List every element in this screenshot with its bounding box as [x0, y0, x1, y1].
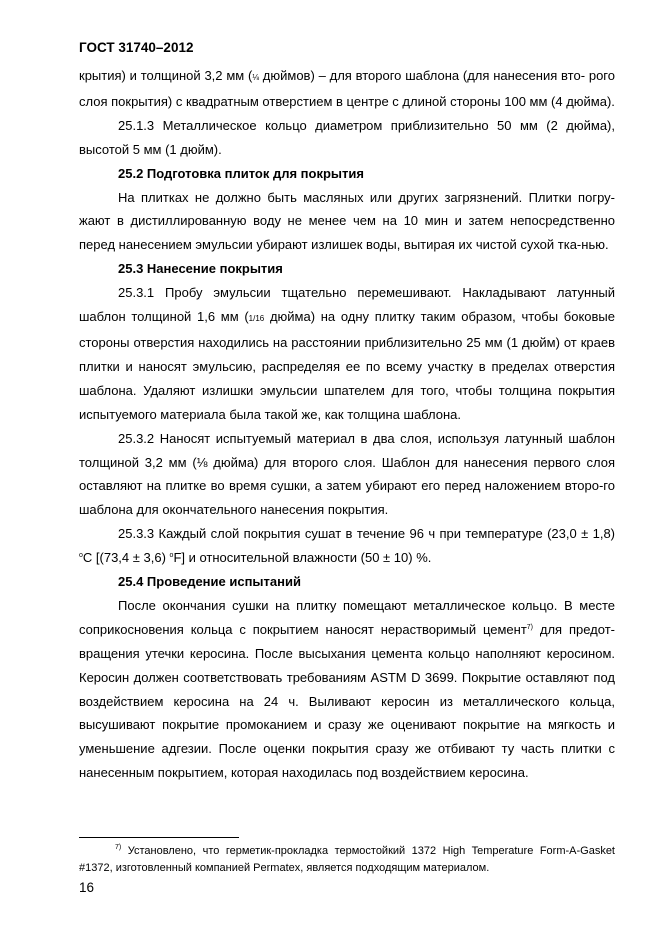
degree-mark: o: [169, 552, 174, 560]
text-run: дюйма) на одну плитку таким образом, чтобы боковые стороны отверстия находились на расстоянии приблизительно 25 мм (1 дюйм) от краев плитки и наносят эмульсию, распределяя ее по всему участку в пределах отверстия шаблона. Удаляют излишки эмульсии шпателем для того, чтобы толщина покрытия испытуемого материала была такой же, как толщина шаблона.: [79, 309, 615, 422]
paragraph-25-1-3: 25.1.3 Металлическое кольцо диаметром приблизительно 50 мм (2 дюйма), высотой 5 мм (1 дюйм).: [79, 117, 615, 157]
paragraph-25-3-3: [79, 522, 615, 570]
text-run: После окончания сушки на плитку помещают металлическое кольцо. В месте соприкосновения кольца с покрытием наносят нерастворимый цемент: [79, 597, 615, 637]
text-run: рого слоя покрытия) с квадратным отверстием в центре с длиной стороны 100 мм (4 дюйма).: [79, 68, 615, 109]
text-run: для предот-вращения утечки керосина. После высыхания цемента кольцо наполняют керосином. Керосин должен соответствовать требованиям ASTM D 3699. Покрытие оставляют под воздействием керосина на 24 ч. Выливают керосин из металлического кольца, высушивают покрытие промоканием и сразу же оценивают покрытие на мягкость и уменьшение адгезии. После оценки покрытия сразу же отбивают ту часть плитки с нанесенным покрытием, которая находилась под воздействием керосина.: [79, 621, 615, 781]
text-run: 25.3.3 Каждый слой покрытия сушат в течение 96 ч при температуре (23,0 ± 1,8): [118, 526, 615, 542]
footnote-marker: 7): [115, 844, 122, 851]
fraction-one-sixteenth: 1/16: [248, 314, 265, 324]
degree-mark: o: [79, 552, 83, 560]
footnote-text: [79, 843, 615, 877]
fraction-one-eighth: ⅛: [252, 73, 259, 82]
page-number: 16: [79, 880, 95, 895]
text-run: Установлено, что герметик-прокладка термостойкий 1372 High Temperature Form-A-Gasket #1372, изготовленный компанией Permatex, является подходящим материалом.: [79, 845, 615, 874]
text-run: F] и относительной влажности (50 ± 10) %.: [173, 550, 432, 566]
paragraph-25-3-2: 25.3.2 Наносят испытуемый материал в два слоя, используя латунный шаблон толщиной 3,2 мм (⅛ дюйма) для второго слоя. Шаблон для нанесения первого слоя оставляют на плитке во время сушки, а затем убирают его перед наложением второ-го шаблона для окончательного нанесения покрытия.: [79, 430, 615, 518]
footnote: [79, 843, 615, 877]
paragraph-25-3-1: [79, 281, 615, 426]
text-run: 25.3.1 Пробу эмульсии тщательно перемешивают. Накладывают латунный шаблон толщиной 1,6 мм (: [79, 285, 615, 325]
text-run: крытия) и толщиной 3,2 мм (: [79, 68, 253, 83]
paragraph-continuation: [79, 64, 615, 114]
paragraph-25-2-body: На плитках не должно быть масляных или других загрязнений. Плитки погру-жают в дистиллированную воду не менее чем на 10 мин и затем непосредственно перед нанесением эмульсии убирают излишек воды, вытирая их чистой сухой тка-нью.: [79, 189, 615, 253]
heading-25-4: 25.4 Проведение испытаний: [118, 574, 301, 590]
text-run: С [(73,4 ± 3,6): [82, 550, 170, 566]
text-run: дюймов) – для второго шаблона (для нанесения вто-: [259, 68, 586, 83]
document-header: ГОСТ 31740–2012: [79, 40, 194, 55]
document-body: [79, 64, 615, 785]
footnote-reference: 7): [526, 623, 534, 631]
footnote-separator: [79, 837, 239, 838]
heading-25-2: 25.2 Подготовка плиток для покрытия: [118, 165, 364, 181]
heading-25-3: 25.3 Нанесение покрытия: [118, 261, 283, 277]
paragraph-25-4-body: [79, 594, 615, 785]
